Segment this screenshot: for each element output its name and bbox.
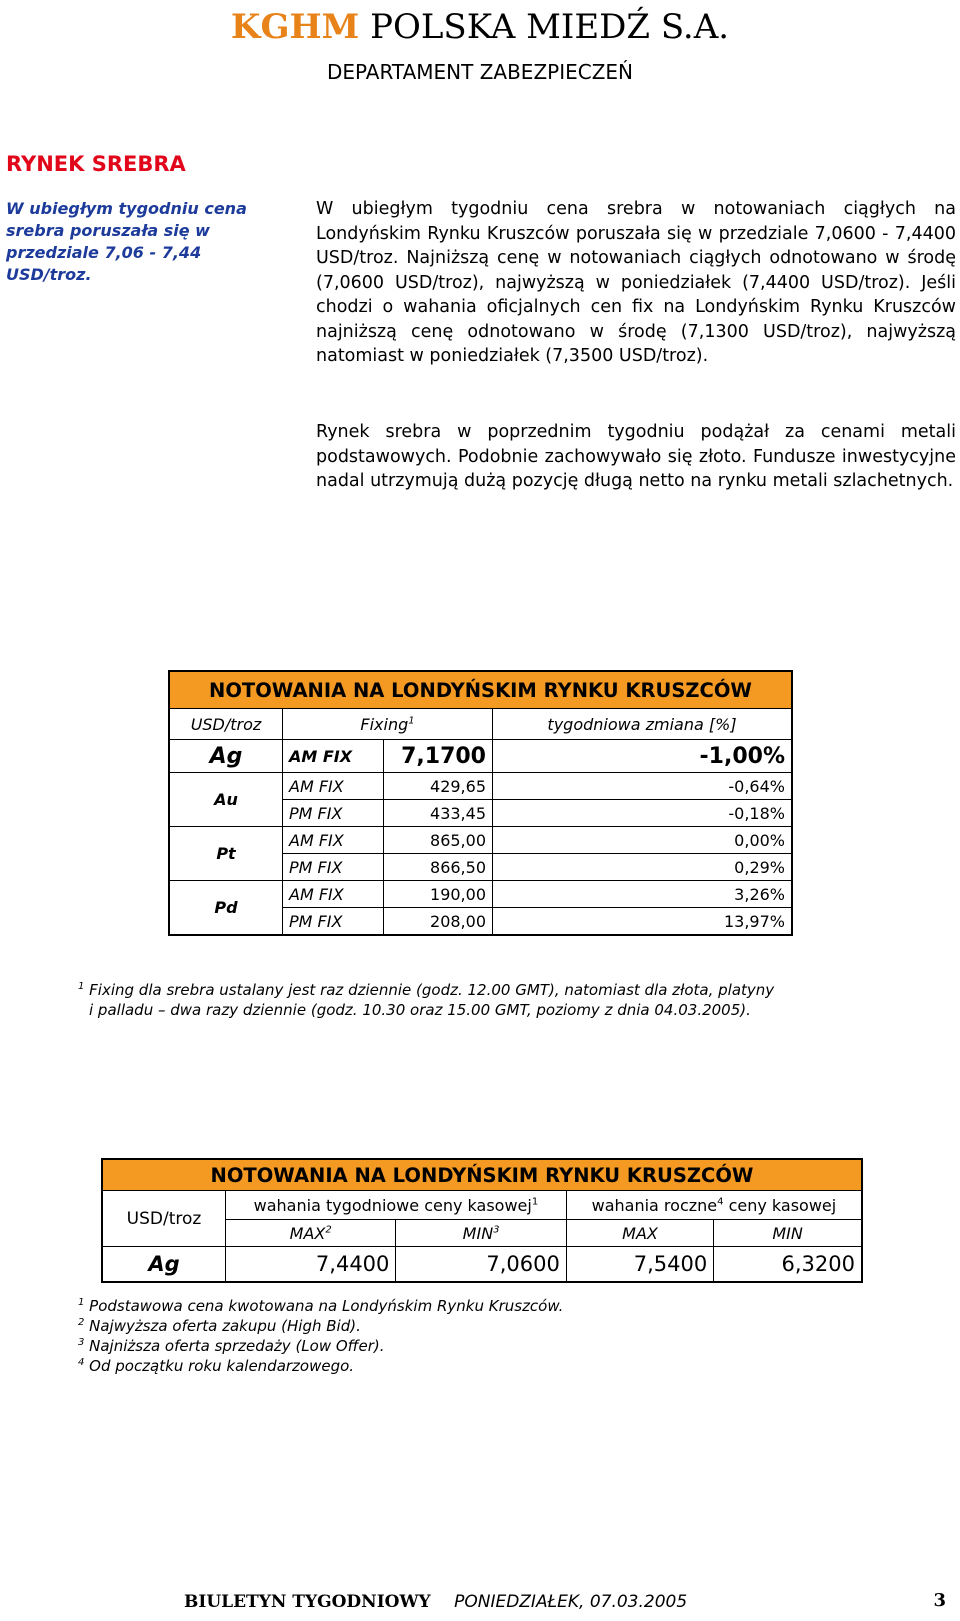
fix-type: PM FIX [283,908,384,936]
fix-type: AM FIX [283,827,384,854]
col-group-yearly: wahania roczne$^4$ ceny kasowej [566,1191,862,1220]
page-header [0,4,960,84]
min-weekly-value: 7,0600 [396,1247,566,1283]
change: 0,29% [493,854,793,881]
max-weekly-value: 7,4400 [226,1247,396,1283]
table-row [169,827,792,854]
company-name-rest: POLSKA MIEDŹ S.A. [359,7,730,47]
metal-symbol: Pt [169,827,283,881]
fix-type: PM FIX [283,854,384,881]
col-unit: USD/troz [102,1191,226,1247]
table-row [102,1247,862,1283]
col-min-weekly: MIN$^3$ [396,1220,566,1247]
range-table-footnotes [78,1296,778,1376]
footnote-mark: 1 [78,981,85,992]
change: 0,00% [493,827,793,854]
fix-type: AM FIX [283,773,384,800]
col-max-weekly: MAX$^2$ [226,1220,396,1247]
col-weekly-change: tygodniowa zmiana [%] [493,709,793,740]
change: -1,00% [493,740,793,773]
change: -0,18% [493,800,793,827]
fix-type: PM FIX [283,800,384,827]
change: 3,26% [493,881,793,908]
fixing-table [168,670,793,936]
table-row [169,740,792,773]
col-fixing: Fixing$^1$ [283,709,493,740]
col-group-weekly: wahania tygodniowe ceny kasowej$^1$ [226,1191,567,1220]
bulletin-date: PONIEDZIAŁEK, 07.03.2005 [454,1592,688,1612]
price: 7,1700 [384,740,493,773]
col-min-yearly: MIN [714,1220,862,1247]
company-brand: KGHM [230,7,360,47]
price: 208,00 [384,908,493,936]
price: 866,50 [384,854,493,881]
fix-type: AM FIX [283,881,384,908]
metal-symbol: Au [169,773,283,827]
fixing-table-title: NOTOWANIA NA LONDYŃSKIM RYNKU KRUSZCÓW [169,671,792,709]
max-yearly-value: 7,5400 [566,1247,713,1283]
paragraph-2: Rynek srebra w poprzednim tygodniu podążał za cenami metali podstawowych. Podobnie zachowywało się złoto. Fundusze inwestycyjne nadal utrzymują dużą pozycję długą netto na rynku metali szlachetnych. [316,422,956,491]
price: 429,65 [384,773,493,800]
metal-symbol: Ag [169,740,283,773]
footnote: $^1$ Podstawowa cena kwotowana na Londyńskim Rynku Kruszców. [78,1297,564,1315]
metal-symbol: Ag [102,1247,226,1283]
price: 865,00 [384,827,493,854]
table-row [169,773,792,800]
fixing-table-header [169,709,792,740]
min-yearly-value: 6,3200 [714,1247,862,1283]
bulletin-name: BIULETYN TYGODNIOWY [184,1592,431,1612]
metal-symbol: Pd [169,881,283,936]
range-table-title: NOTOWANIA NA LONDYŃSKIM RYNKU KRUSZCÓW [102,1159,862,1191]
change: 13,97% [493,908,793,936]
range-table-group-header [102,1191,862,1220]
section-title: RYNEK SREBRA [6,152,186,176]
table-row [169,881,792,908]
footnote: $^4$ Od początku roku kalendarzowego. [78,1357,355,1375]
page-footer [184,1592,687,1612]
page-number: 3 [933,1590,946,1611]
department-name: DEPARTAMENT ZABEZPIECZEŃ [326,60,633,84]
footnote: $^3$ Najniższa oferta sprzedaży (Low Offer). [78,1337,385,1355]
price: 433,45 [384,800,493,827]
col-unit: USD/troz [169,709,283,740]
footnote: $^2$ Najwyższa oferta zakupu (High Bid). [78,1317,361,1335]
col-max-yearly: MAX [566,1220,713,1247]
section-sidenote: W ubiegłym tygodniu cena srebra poruszała się w przedziale 7,06 - 7,44 USD/troz. [6,199,247,284]
paragraph-1: W ubiegłym tygodniu cena srebra w notowaniach ciągłych na Londyńskim Rynku Kruszców poruszała się w przedziale 7,0600 - 7,4400 USD/troz. Najniższą cenę w notowaniach ciągłych odnotowano w środę (7,0600 USD/troz), najwyższą w poniedziałek (7,4400 USD/troz). Jeśli chodzi o wahania oficjalnych cen fix na Londyńskim Rynku Kruszców najniższą cenę odnotowano w środę (7,1300 USD/troz), najwyższą natomiast w poniedziałek (7,3500 USD/troz). [316,199,956,366]
footnote-line-2: i palladu – dwa razy dziennie (godz. 10.30 oraz 15.00 GMT, poziomy z dnia 04.03.2005). [89,1001,751,1019]
footnote-line-1: Fixing dla srebra ustalany jest raz dziennie (godz. 12.00 GMT), natomiast dla złota, platyny [89,981,775,999]
company-name [0,4,960,50]
fixing-table-footnote [78,980,878,1020]
price: 190,00 [384,881,493,908]
change: -0,64% [493,773,793,800]
range-table [101,1158,863,1283]
fix-type: AM FIX [283,740,384,773]
